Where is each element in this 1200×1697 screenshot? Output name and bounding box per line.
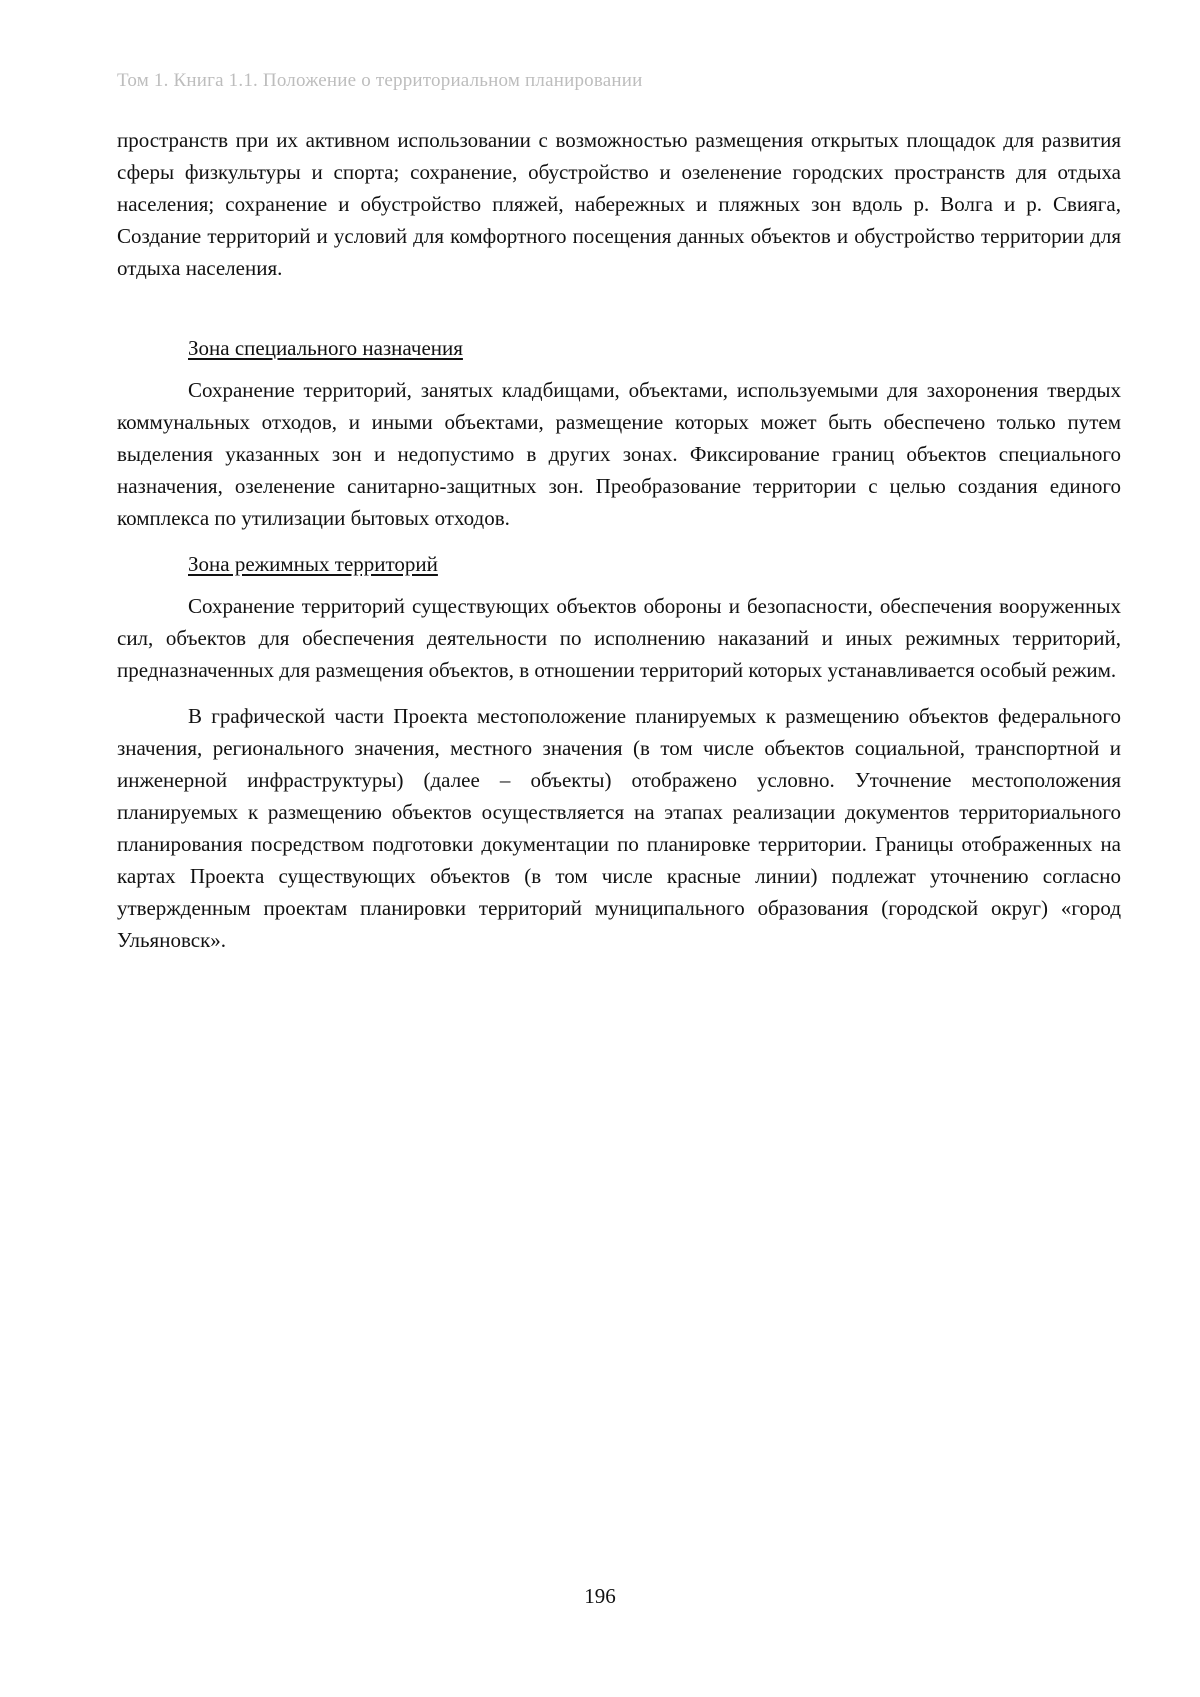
page-number: 196 [584,1584,616,1608]
document-body [117,124,1121,956]
section-heading-regime-zone: Зона режимных территорий [188,552,438,576]
spacer [117,686,1121,700]
spacer [117,580,1121,590]
special-zone-paragraph: Сохранение территорий, занятых кладбищами, объектами, используемыми для захоронения твердых коммунальных отходов, и иными объектами, размещение которых может быть обеспечено только путем выделения указанных зон и недопустимо в других зонах. Фиксирование границ объектов специального назначения, озеленение санитарно-защитных зон. Преобразование территории с целью создания единого комплекса по утилизации бытовых отходов. [117,378,1121,530]
running-header: Том 1. Книга 1.1. Положение о территориальном планировании [117,70,643,91]
graphics-paragraph: В графической части Проекта местоположение планируемых к размещению объектов федерального значения, регионального значения, местного значения (в том числе объектов социальной, транспортной и инженерной инфраструктуры) (далее – объекты) отображено условно. Уточнение местоположения планируемых к размещению объектов осуществляется на этапах реализации документов территориального планирования посредством подготовки документации по планировке территории. Границы отображенных на картах Проекта существующих объектов (в том числе красные линии) подлежат уточнению согласно утвержденным проектам планировки территорий муниципального образования (городской округ) «город Ульяновск». [117,704,1121,952]
intro-paragraph: пространств при их активном использовании с возможностью размещения открытых площадок для развития сферы физкультуры и спорта; сохранение, обустройство и озеленение городских пространств для отдыха населения; сохранение и обустройство пляжей, набережных и пляжных зон вдоль р. Волга и р. Свияга, Создание территорий и условий для комфортного посещения данных объектов и обустройство территории для отдыха населения. [117,128,1121,280]
spacer [117,284,1121,332]
section-heading-special-zone: Зона специального назначения [188,336,463,360]
spacer [117,364,1121,374]
regime-zone-paragraph: Сохранение территорий существующих объектов обороны и безопасности, обеспечения вооруженных сил, объектов для обеспечения деятельности по исполнению наказаний и иных режимных территорий, предназначенных для размещения объектов, в отношении территорий которых устанавливается особый режим. [117,594,1121,682]
spacer [117,534,1121,548]
